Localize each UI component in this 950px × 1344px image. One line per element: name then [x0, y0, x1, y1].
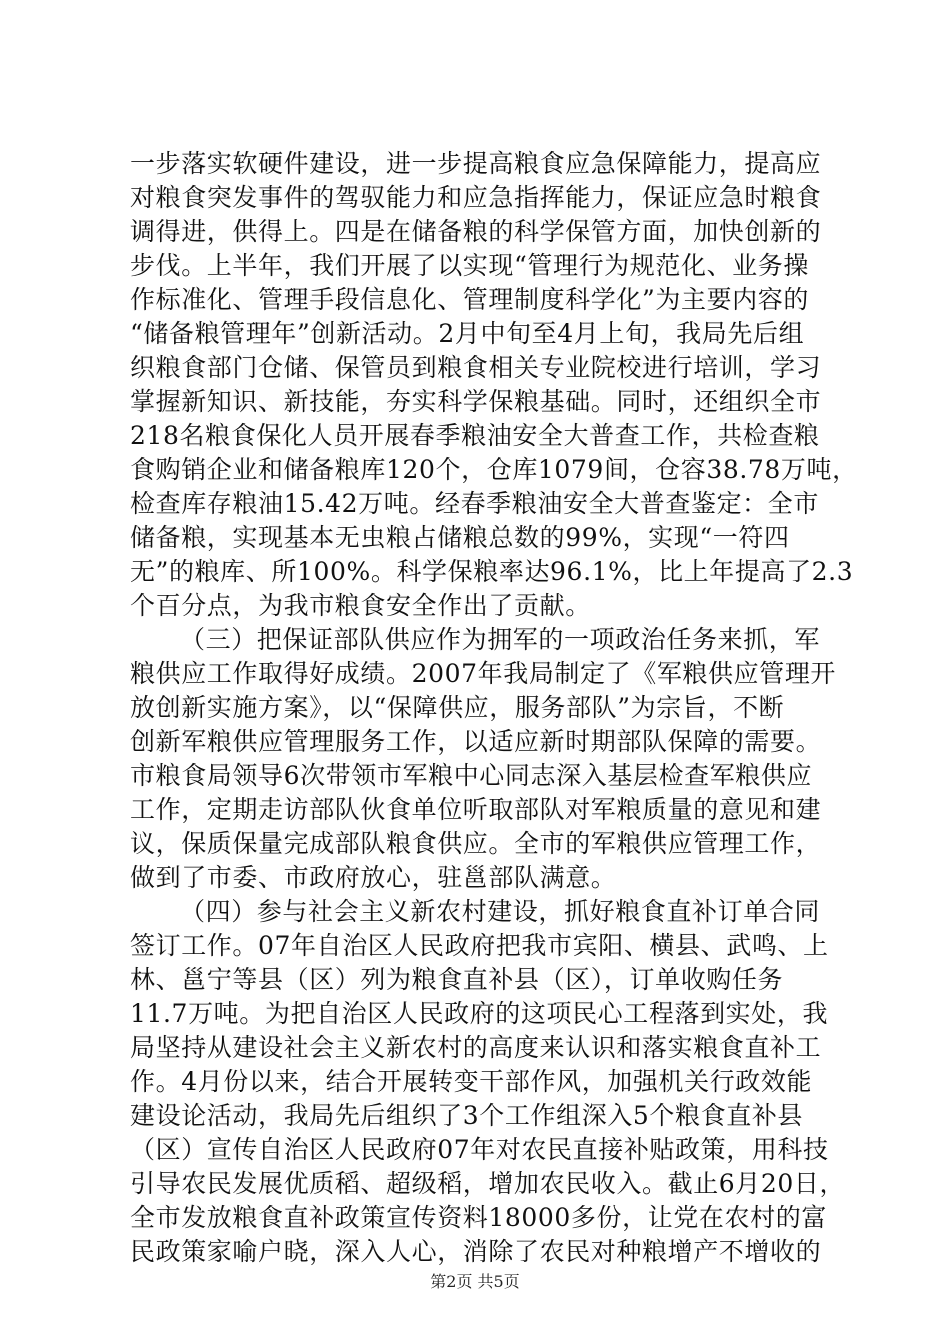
page-number: 第2页 共5页: [430, 1272, 520, 1291]
text-line: 织粮食部门仓储、保管员到粮食相关专业院校进行培训，学习: [130, 353, 822, 382]
text-line: （四）参与社会主义新农村建设，抓好粮食直补订单合同: [180, 897, 821, 926]
text-line: 林、邕宁等县（区）列为粮食直补县（区），订单收购任务: [130, 965, 784, 994]
text-line: 11.7万吨。为把自治区人民政府的这项民心工程落到实处，我: [130, 999, 829, 1028]
text-line: 一步落实软硬件建设，进一步提高粮食应急保障能力，提高应: [130, 149, 822, 178]
text-line: 对粮食突发事件的驾驭能力和应急指挥能力，保证应急时粮食: [130, 183, 822, 212]
text-line: 全市发放粮食直补政策宣传资料18000多份，让党在农村的富: [130, 1203, 827, 1232]
text-line: 掌握新知识、新技能，夯实科学保粮基础。同时，还组织全市: [130, 387, 822, 416]
text-line: 民政策家喻户晓，深入人心，消除了农民对种粮增产不增收的: [130, 1237, 822, 1266]
text-line: 局坚持从建设社会主义新农村的高度来认识和落实粮食直补工: [130, 1033, 822, 1062]
text-line: （三）把保证部队供应作为拥军的一项政治任务来抓，军: [180, 625, 821, 654]
text-line: 工作，定期走访部队伙食单位听取部队对军粮质量的意见和建: [130, 795, 822, 824]
text-line: 市粮食局领导6次带领市军粮中心同志深入基层检查军粮供应: [130, 761, 813, 790]
text-line: 粮供应工作取得好成绩。2007年我局制定了《军粮供应管理开: [130, 659, 837, 688]
text-line: 做到了市委、市政府放心，驻邕部队满意。: [130, 863, 617, 892]
text-line: 签订工作。07年自治区人民政府把我市宾阳、横县、武鸣、上: [130, 931, 829, 960]
text-line: （区）宣传自治区人民政府07年对农民直接补贴政策，用科技: [130, 1135, 829, 1164]
text-line: 议，保质保量完成部队粮食供应。全市的军粮供应管理工作，: [130, 829, 822, 858]
text-line: 创新军粮供应管理服务工作，以适应新时期部队保障的需要。: [130, 727, 822, 756]
text-line: 引导农民发展优质稻、超级稻，增加农民收入。截止6月20日，: [130, 1169, 846, 1198]
text-line: 储备粮，实现基本无虫粮占储粮总数的99%，实现“一符四: [130, 523, 790, 552]
text-line: 无”的粮库、所100%。科学保粮率达96.1%，比上年提高了2.3: [130, 557, 854, 586]
text-line: 检查库存粮油15.42万吨。经春季粮油安全大普查鉴定：全市: [130, 489, 819, 518]
text-line: 步伐。上半年，我们开展了以实现“管理行为规范化、业务操: [130, 251, 809, 280]
text-line: 218名粮食保化人员开展春季粮油安全大普查工作，共检查粮: [130, 421, 820, 450]
text-line: 调得进，供得上。四是在储备粮的科学保管方面，加快创新的: [130, 217, 822, 246]
text-line: 放创新实施方案》，以“保障供应，服务部队”为宗旨，不断: [130, 693, 785, 722]
text-line: “储备粮管理年”创新活动。2月中旬至4月上旬，我局先后组: [130, 319, 805, 348]
text-line: 食购销企业和储备粮库120个，仓库1079间，仓容38.78万吨，: [130, 455, 858, 484]
text-line: 作。4月份以来，结合开展转变干部作风，加强机关行政效能: [130, 1067, 813, 1096]
text-line: 个百分点，为我市粮食安全作出了贡献。: [130, 591, 591, 620]
text-line: 建设论活动，我局先后组织了3个工作组深入5个粮食直补县: [130, 1101, 804, 1130]
document-body: [130, 147, 858, 1269]
text-line: 作标准化、管理手段信息化、管理制度科学化”为主要内容的: [130, 285, 809, 314]
